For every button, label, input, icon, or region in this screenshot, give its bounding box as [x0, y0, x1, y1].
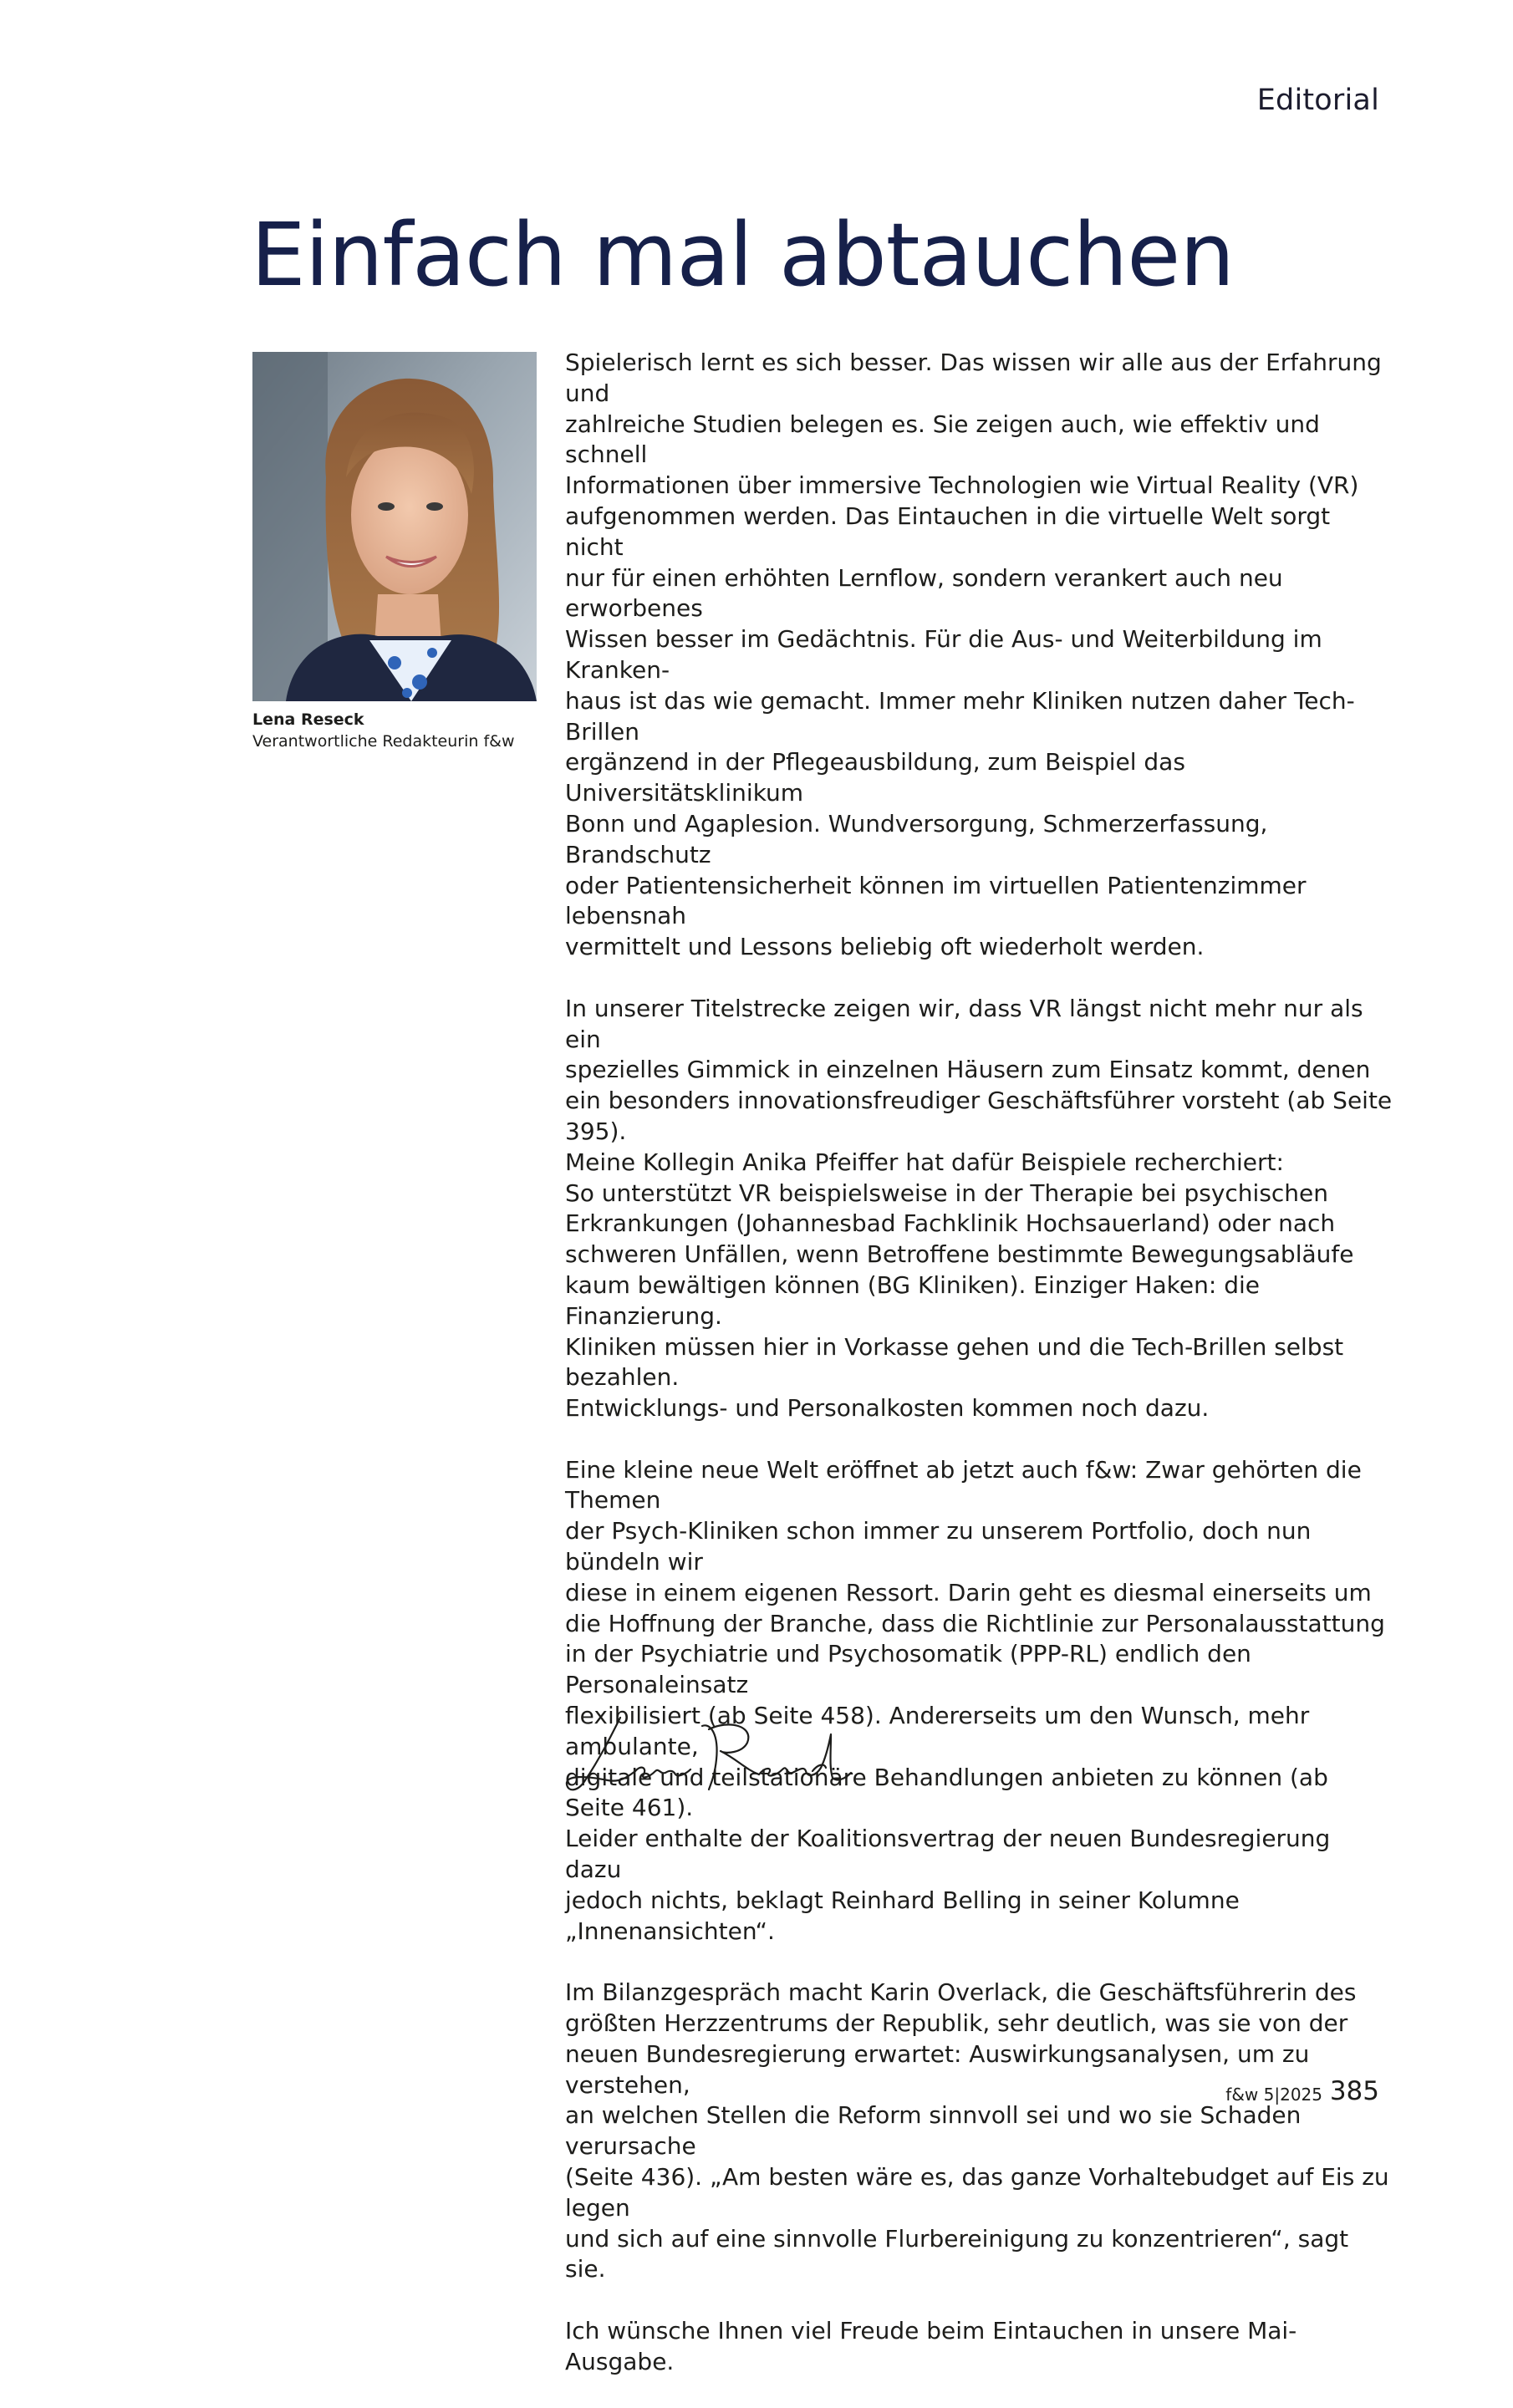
- paragraph: Spielerisch lernt es sich besser. Das wissen wir alle aus der Erfahrung und zahlreiche Studien belegen es. Sie zeigen auch, wie effektiv und schnell Informationen über immersive Technologien wie Virtual Reality (VR) aufgenommen werden. Das Eintauchen in die virtuelle Welt sorgt nicht nur für einen erhöhten Lernflow, sondern verankert auch neu erworbenes Wissen besser im Gedächtnis. Für die Aus- und Weiterbildung im Kranken- haus ist das wie gemacht. Immer mehr Kliniken nutzen daher Tech-Brillen ergänzend in der Pflegeausbildung, zum Beispiel das Universitätsklinikum Bonn und Agaplesion. Wundversorgung, Schmerzerfassung, Brandschutz oder Patientensicherheit können im virtuellen Patientenzimmer lebensnah vermittelt und Lessons beliebig oft wiederholt werden.: [565, 349, 1382, 961]
- paragraph: In unserer Titelstrecke zeigen wir, dass VR längst nicht mehr nur als ein spezielles Gimmick in einzelnen Häusern zum Einsatz kommt, denen ein besonders innovationsfreudiger Geschäftsführer vorsteht (ab Seite 395). Meine Kollegin Anika Pfeiffer hat dafür Beispiele recherchiert: So unterstützt VR beispielsweise in der Therapie bei psychischen Erkrankungen (Johannesbad Fachklinik Hochsauerland) oder nach schweren Unfällen, wenn Betroffene bestimmte Bewegungsabläufe kaum bewältigen können (BG Kliniken). Einziger Haken: die Finanzierung. Kliniken müssen hier in Vorkasse gehen und die Tech-Brillen selbst bezahlen. Entwicklungs- und Personalkosten kommen noch dazu.: [565, 994, 1393, 1423]
- page-number: 385: [1329, 2076, 1379, 2106]
- paragraph: Ich wünsche Ihnen viel Freude beim Eintauchen in unsere Mai-Ausgabe.: [565, 2317, 1297, 2375]
- paragraph: Eine kleine neue Welt eröffnet ab jetzt auch f&w: Zwar gehörten die Themen der Psych-Kliniken schon immer zu unserem Portfolio, doch nun bündeln wir diese in einem eigenen Ressort. Darin geht es diesmal einerseits um die Hoffnung der Branche, dass die Richtlinie zur Personalausstattung in der Psychiatrie und Psychosomatik (PPP-RL) endlich den Personaleinsatz flexibilisiert (ab Seite 458). Andererseits um den Wunsch, mehr ambulante, digitale und teilstationäre Behandlungen anbieten zu können (ab Seite 461). Leider enthalte der Koalitionsvertrag der neuen Bundesregierung dazu jedoch nichts, beklagt Reinhard Belling in seiner Kolumne „Innenansichten“.: [565, 1455, 1385, 1945]
- paragraph: Im Bilanzgespräch macht Karin Overlack, die Geschäftsführerin des größten Herzzentrums der Republik, sehr deutlich, was sie von der neuen Bundesregierung erwartet: Auswirkungsanalysen, um zu verstehen, an welchen Stellen die Reform sinnvoll sei und wo sie Schaden verursache (Seite 436). „Am besten wäre es, das ganze Vorhaltebudget auf Eis zu legen und sich auf eine sinnvolle Flurbereinigung zu konzentrieren“, sagt sie.: [565, 1978, 1389, 2283]
- author-portrait: [252, 352, 537, 701]
- magazine-issue: f&w 5|2025: [1225, 2085, 1322, 2105]
- author-role: Verantwortliche Redakteurin f&w: [252, 732, 515, 751]
- author-name: Lena Reseck: [252, 710, 364, 729]
- article-title: Einfach mal abtauchen: [251, 204, 1235, 306]
- section-label: Editorial: [1256, 84, 1379, 117]
- author-signature: [562, 1701, 854, 1801]
